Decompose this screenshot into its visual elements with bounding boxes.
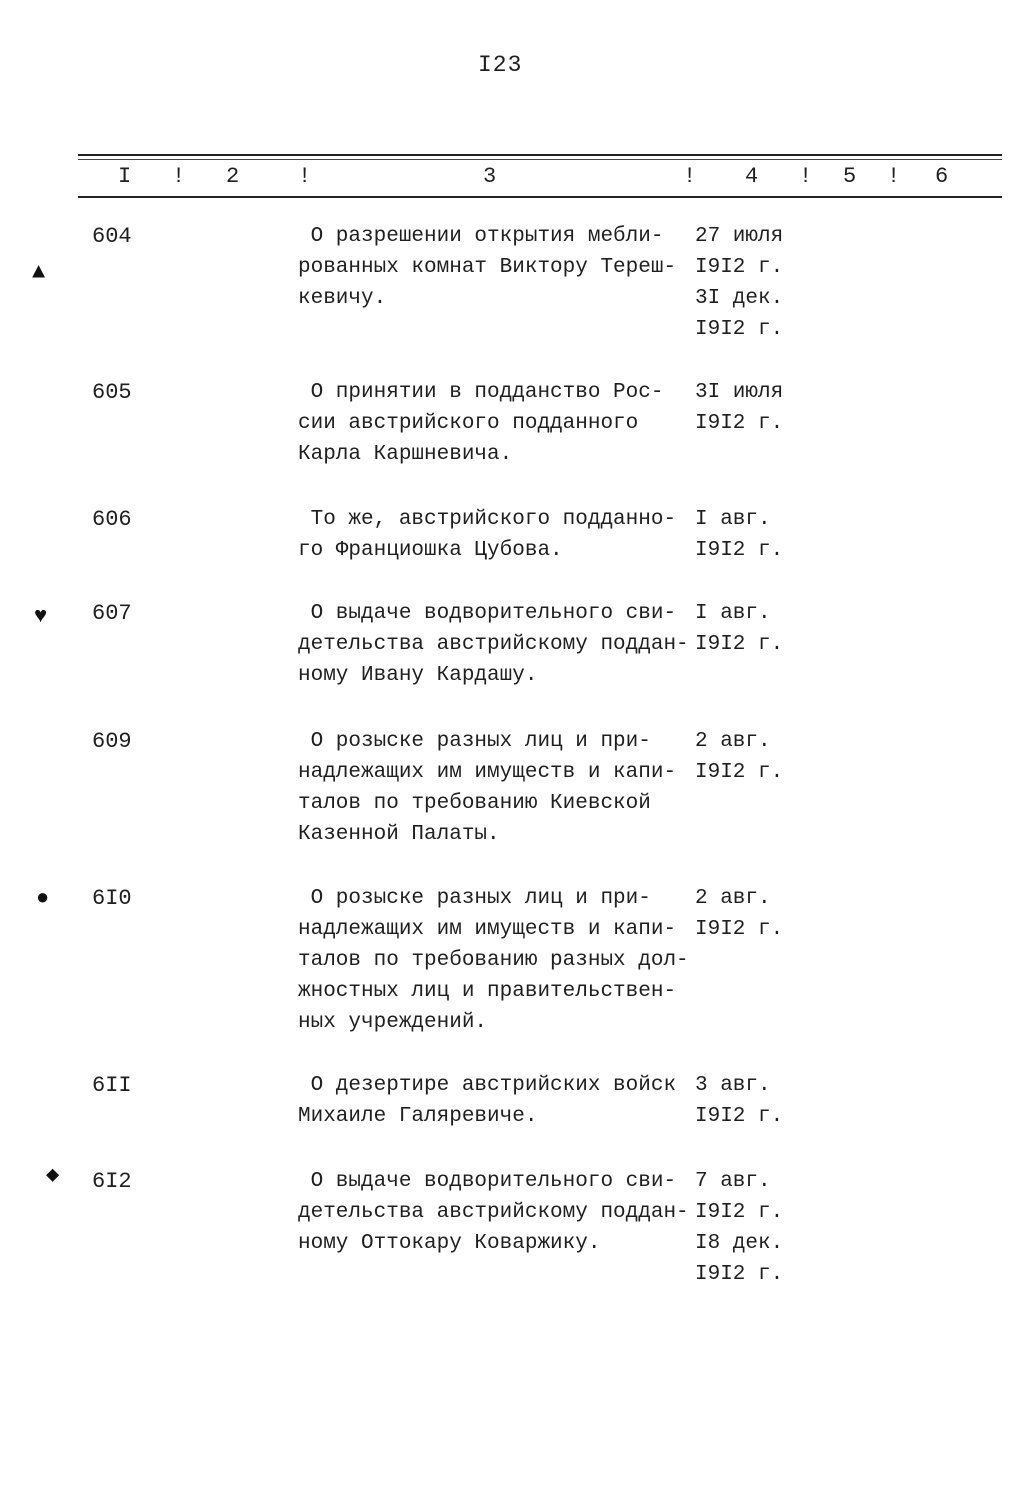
entry-number: 606 xyxy=(92,507,132,532)
date-line: I9I2 г. xyxy=(695,761,784,784)
header-col6: 6 xyxy=(935,164,949,189)
entry-dates xyxy=(695,221,805,345)
entry-number: 609 xyxy=(92,729,132,754)
date-line: I авг. xyxy=(695,602,771,625)
description-line: Михаиле Галяревиче. xyxy=(298,1105,538,1128)
entry-description xyxy=(298,598,698,691)
date-line: I9I2 г. xyxy=(695,918,784,941)
date-line: I9I2 г. xyxy=(695,539,784,562)
description-line: О выдаче водворительного сви- xyxy=(298,1170,677,1193)
entry-dates xyxy=(695,883,805,945)
header-sep2: ! xyxy=(298,164,312,189)
entry-dates xyxy=(695,726,805,788)
date-line: I9I2 г. xyxy=(695,1201,784,1224)
date-line: 27 июля xyxy=(695,225,784,248)
entry-number: 6II xyxy=(92,1073,132,1098)
description-line: Казенной Палаты. xyxy=(298,823,500,846)
entry-number: 605 xyxy=(92,380,132,405)
entry-description xyxy=(298,504,698,566)
header-col3: 3 xyxy=(483,164,497,189)
description-line: кевичу. xyxy=(298,287,387,310)
entry-dates xyxy=(695,1070,805,1132)
description-line: рованных комнат Виктору Тереш- xyxy=(298,256,677,279)
entry-description xyxy=(298,221,698,314)
header-col1: I xyxy=(118,164,132,189)
entry-description xyxy=(298,1070,698,1132)
header-sep4: ! xyxy=(799,164,813,189)
date-line: I9I2 г. xyxy=(695,318,784,341)
ink-mark-icon: ▲ xyxy=(32,260,46,285)
description-line: го Франциошка Цубова. xyxy=(298,539,563,562)
date-line: I9I2 г. xyxy=(695,412,784,435)
description-line: жностных лиц и правительствен- xyxy=(298,980,677,1003)
entry-description xyxy=(298,377,698,470)
entry-description xyxy=(298,726,698,850)
description-line: ных учреждений. xyxy=(298,1011,488,1034)
entry-number: 6I0 xyxy=(92,886,132,911)
date-line: 3I июля xyxy=(695,381,784,404)
description-line: детельства австрийскому поддан- xyxy=(298,1201,689,1224)
description-line: То же, австрийского подданно- xyxy=(298,508,677,531)
date-line: I9I2 г. xyxy=(695,256,784,279)
header-sep1: ! xyxy=(172,164,186,189)
description-line: надлежащих им имуществ и капи- xyxy=(298,918,677,941)
header-top-rule xyxy=(78,154,1002,156)
header-sep5: ! xyxy=(887,164,901,189)
date-line: I9I2 г. xyxy=(695,1105,784,1128)
date-line: I авг. xyxy=(695,508,771,531)
header-top-rule-thin xyxy=(78,159,1002,160)
entry-number: 6I2 xyxy=(92,1169,132,1194)
date-line: 2 авг. xyxy=(695,730,771,753)
date-line: I9I2 г. xyxy=(695,1263,784,1286)
description-line: О разрешении открытия мебли- xyxy=(298,225,664,248)
description-line: О принятии в подданство Рос- xyxy=(298,381,664,404)
date-line: I8 дек. xyxy=(695,1232,784,1255)
description-line: талов по требованию разных дол- xyxy=(298,949,689,972)
description-line: ному Ивану Кардашу. xyxy=(298,664,538,687)
ink-mark-icon: ◆ xyxy=(46,1163,60,1188)
entry-description xyxy=(298,883,698,1038)
entry-dates xyxy=(695,598,805,660)
header-bottom-rule xyxy=(78,196,1002,198)
header-sep3: ! xyxy=(683,164,697,189)
ink-mark-icon: ● xyxy=(36,886,50,911)
entry-dates xyxy=(695,377,805,439)
description-line: сии австрийского подданного xyxy=(298,412,639,435)
header-col5: 5 xyxy=(843,164,857,189)
date-line: 2 авг. xyxy=(695,887,771,910)
ink-mark-icon: ♥ xyxy=(34,604,48,629)
description-line: ному Оттокару Коваржику. xyxy=(298,1232,601,1255)
entry-dates xyxy=(695,504,805,566)
description-line: О розыске разных лиц и при- xyxy=(298,887,651,910)
date-line: 7 авг. xyxy=(695,1170,771,1193)
entry-dates xyxy=(695,1166,805,1290)
date-line: 3I дек. xyxy=(695,287,784,310)
description-line: надлежащих им имуществ и капи- xyxy=(298,761,677,784)
header-col4: 4 xyxy=(745,164,759,189)
description-line: О выдаче водворительного сви- xyxy=(298,602,677,625)
date-line: I9I2 г. xyxy=(695,633,784,656)
description-line: Карла Каршневича. xyxy=(298,443,513,466)
page-number: I23 xyxy=(478,52,523,78)
entry-number: 607 xyxy=(92,601,132,626)
description-line: О дезертире австрийских войск xyxy=(298,1074,677,1097)
date-line: 3 авг. xyxy=(695,1074,771,1097)
description-line: детельства австрийскому поддан- xyxy=(298,633,689,656)
description-line: О розыске разных лиц и при- xyxy=(298,730,651,753)
entry-number: 604 xyxy=(92,224,132,249)
entry-description xyxy=(298,1166,698,1259)
description-line: талов по требованию Киевской xyxy=(298,792,651,815)
header-col2: 2 xyxy=(226,164,240,189)
